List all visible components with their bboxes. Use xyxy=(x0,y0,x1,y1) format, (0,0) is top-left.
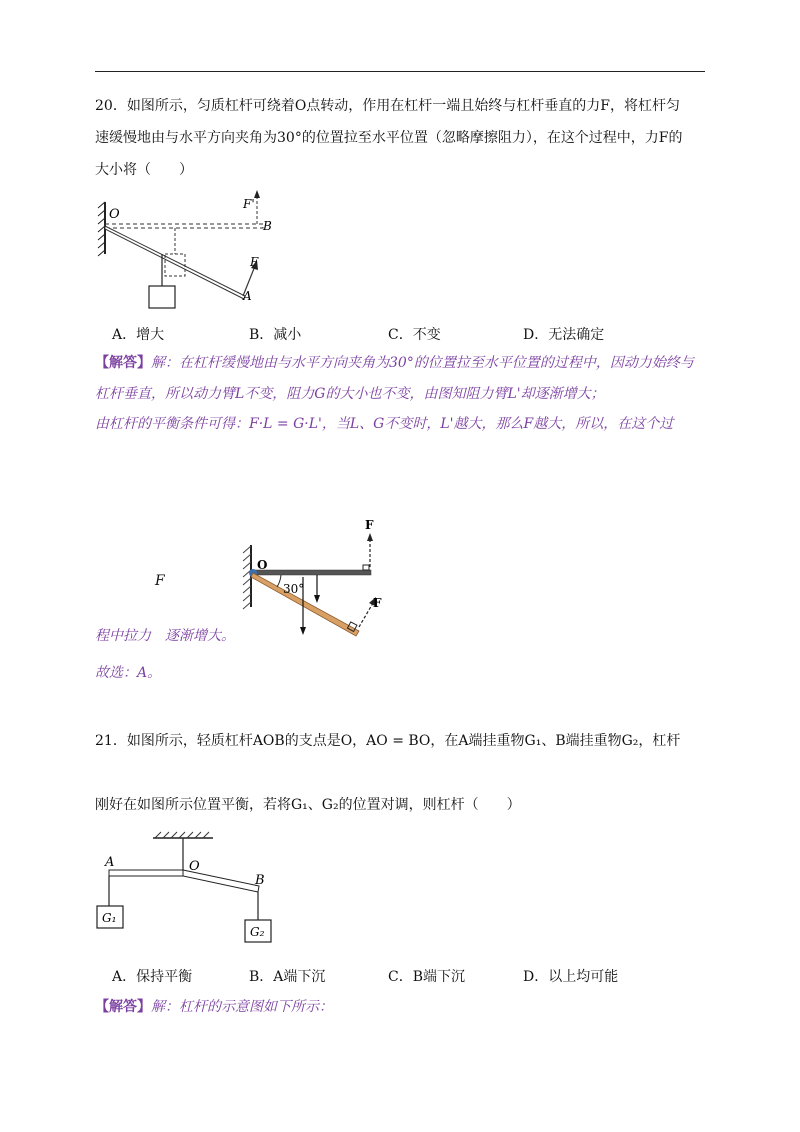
q20-solution-tag: 【解答】 xyxy=(95,355,151,371)
q21-option-a: A．保持平衡 xyxy=(112,969,193,985)
q20-option-b: B．减小 xyxy=(249,327,302,343)
q20-option-c: C．不变 xyxy=(388,327,441,343)
q20-solution-figure xyxy=(237,515,397,645)
q20-line-3: 大小将（ ） xyxy=(95,162,193,178)
q20-sol-label-o: O xyxy=(257,558,268,572)
q21-option-c: C．B端下沉 xyxy=(388,969,465,985)
q21-option-b: B．A端下沉 xyxy=(249,969,326,985)
q20-option-a: A．增大 xyxy=(112,327,165,343)
q20-sol-label-f-top: F xyxy=(365,518,374,532)
q21-option-d: D．以上均可能 xyxy=(523,969,619,985)
q20-figure xyxy=(95,188,285,318)
q20-label-f: F xyxy=(250,255,259,269)
q20-sol-label-angle: 30° xyxy=(283,582,305,596)
q21-label-g2: G₂ xyxy=(250,925,265,939)
q20-sol-label-f-side: F xyxy=(373,596,382,610)
q20-label-fp: F' xyxy=(243,197,255,211)
q20-solution-line-5: 故选：A。 xyxy=(95,665,162,681)
q20-option-d: D．无法确定 xyxy=(523,327,605,343)
q20-solution-floating-f: F xyxy=(155,573,165,589)
q21-figure xyxy=(95,830,305,945)
q20-solution-line-1: 【解答】解：在杠杆缓慢地由与水平方向夹角为30°的位置拉至水平位置的过程中，因动力始终与 xyxy=(95,355,694,371)
q21-label-b: B xyxy=(255,873,265,888)
q21-line-1: 21．如图所示，轻质杠杆AOB的支点是O，AO = BO，在A端挂重物G₁、B端挂重物G₂，杠杆 xyxy=(95,733,681,749)
q21-label-o: O xyxy=(189,859,200,874)
q20-label-o: O xyxy=(109,207,120,222)
q21-solution-tag: 【解答】 xyxy=(95,999,151,1015)
q21-label-a: A xyxy=(105,855,115,870)
q20-line-1: 20．如图所示，匀质杠杆可绕着O点转动，作用在杠杆一端且始终与杠杆垂直的力F，将杠杆匀 xyxy=(95,98,681,114)
q20-solution-line-4: 程中拉力 逐渐增大。 xyxy=(95,628,235,644)
header-rule xyxy=(95,71,705,72)
q20-label-b: B xyxy=(263,219,272,233)
q20-line-2: 速缓慢地由与水平方向夹角为30°的位置拉至水平位置（忽略摩擦阻力），在这个过程中，力F的 xyxy=(95,130,683,146)
q20-solution-line-2: 杠杆垂直，所以动力臂L不变，阻力G的大小也不变，由图知阻力臂L'却逐渐增大； xyxy=(95,386,605,402)
q20-solution-line-3: 由杠杆的平衡条件可得：F·L = G·L'，当L、G不变时，L'越大，那么F越大，所以，在这个过 xyxy=(95,416,674,432)
q21-line-2: 刚好在如图所示位置平衡，若将G₁、G₂的位置对调，则杠杆（ ） xyxy=(95,797,521,813)
q21-label-g1: G₁ xyxy=(102,911,117,925)
q21-solution-line-1: 【解答】解：杠杆的示意图如下所示： xyxy=(95,999,333,1015)
q20-label-a: A xyxy=(243,289,252,303)
